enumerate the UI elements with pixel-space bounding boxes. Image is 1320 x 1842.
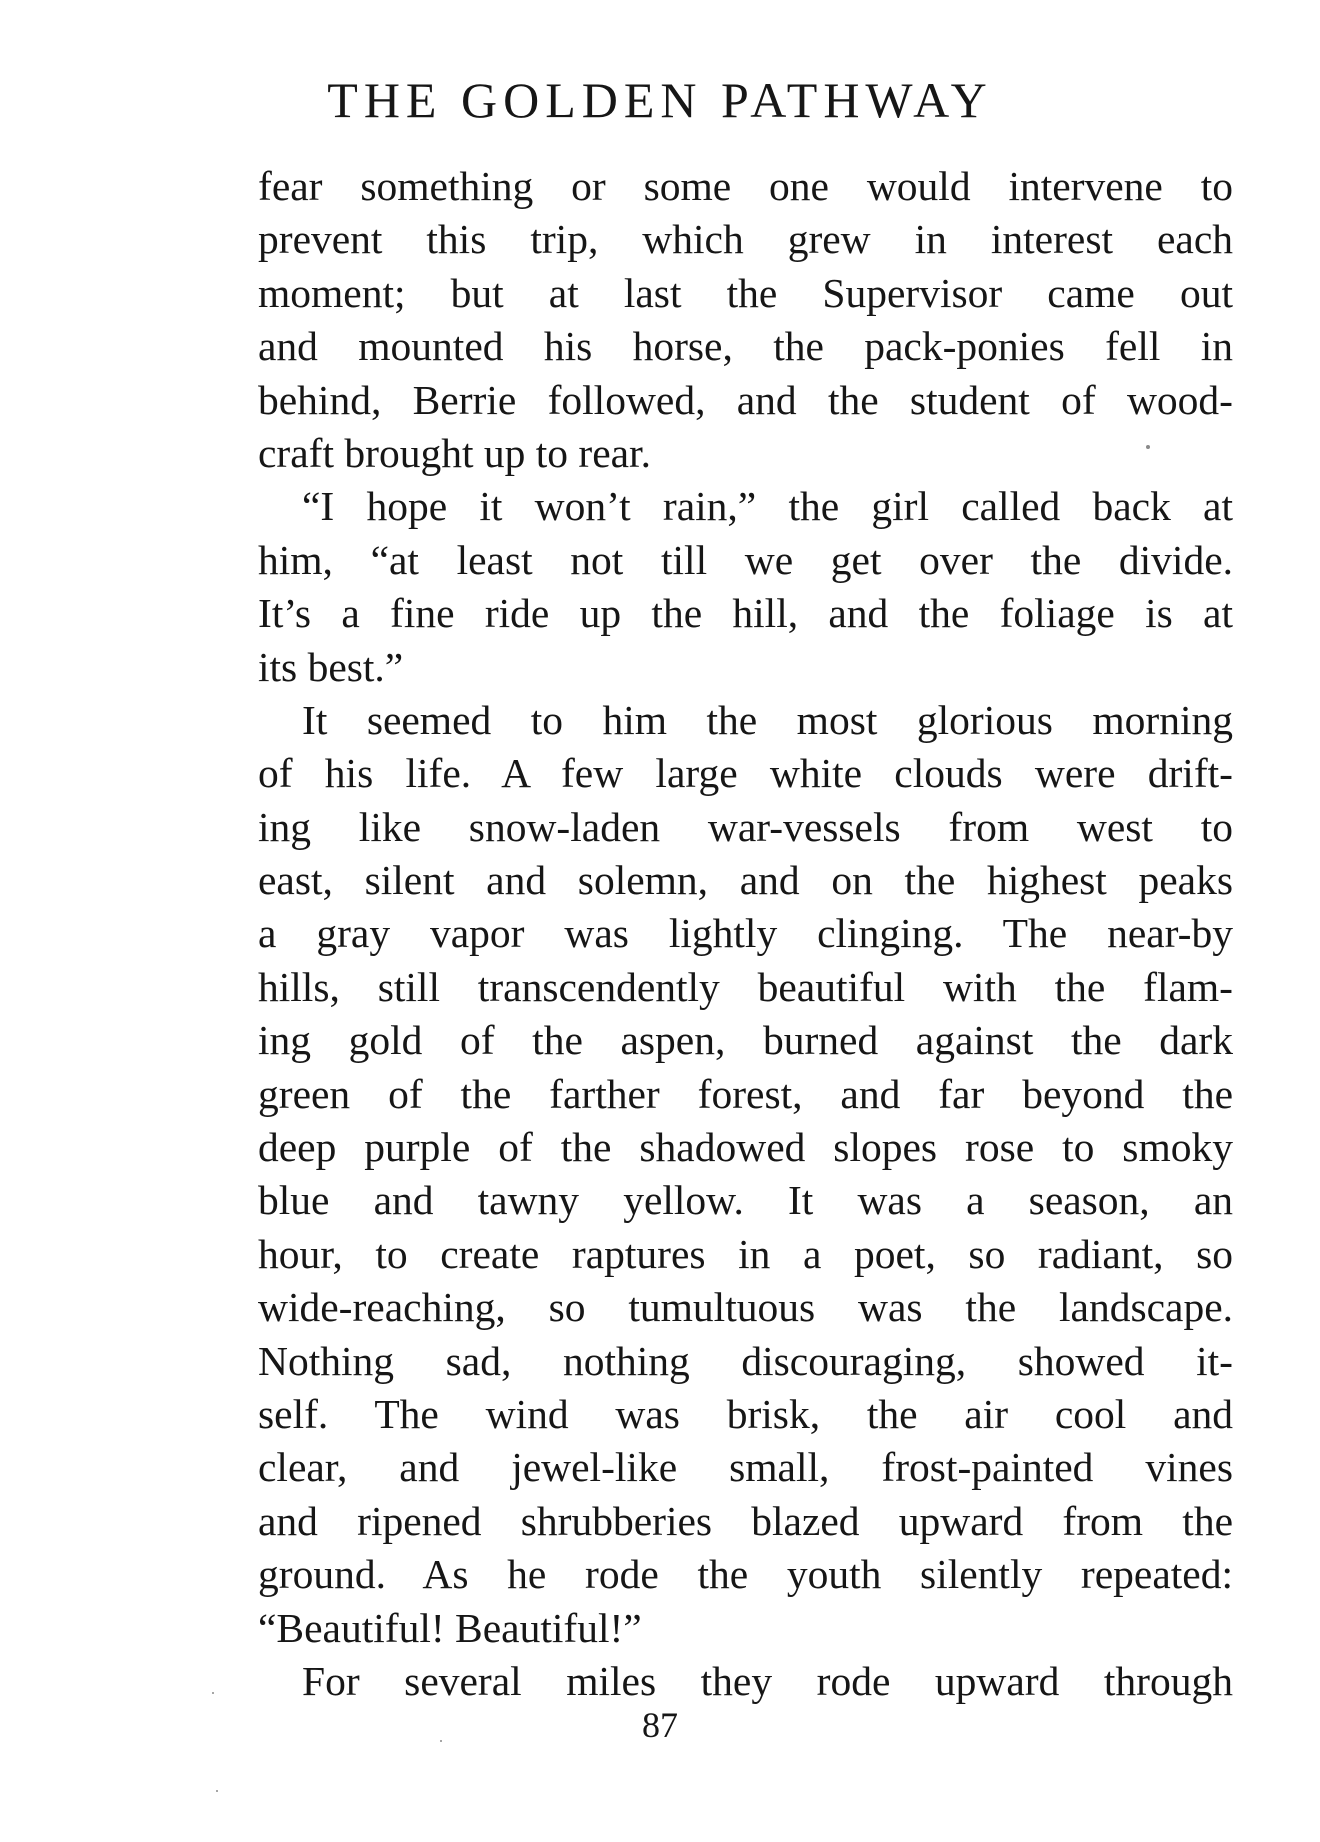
text-line: behind, Berrie followed, and the student of wood- (258, 376, 1233, 423)
text-line: Nothing sad, nothing discouraging, showed it- (258, 1337, 1233, 1384)
text-line: a gray vapor was lightly clinging. The near-by (258, 910, 1233, 957)
scan-speck (216, 1790, 218, 1792)
text-line: wide-reaching, so tumultuous was the landscape. (258, 1284, 1233, 1331)
text-line: hills, still transcendently beautiful with the flam- (258, 963, 1233, 1010)
text-line: self. The wind was brisk, the air cool and (258, 1390, 1233, 1437)
text-line: east, silent and solemn, and on the highest peaks (258, 857, 1233, 904)
text-line: of his life. A few large white clouds were drift- (258, 750, 1233, 797)
text-line: “Beautiful! Beautiful!” (258, 1604, 642, 1651)
text-line: fear something or some one would intervene to (258, 163, 1233, 209)
page-number: 87 (642, 1705, 678, 1745)
text-line: ing gold of the aspen, burned against the dark (258, 1017, 1233, 1064)
text-line: and mounted his horse, the pack-ponies fell in (258, 323, 1233, 370)
text-line: him, “at least not till we get over the divide. (258, 536, 1233, 583)
text-line: ing like snow-laden war-vessels from west to (258, 803, 1233, 850)
text-line: clear, and jewel-like small, frost-painted vines (258, 1444, 1233, 1491)
text-line: prevent this trip, which grew in interest each (258, 216, 1233, 263)
scan-speck (212, 1692, 214, 1694)
scan-speck (1146, 445, 1150, 449)
text-line: its best.” (258, 643, 404, 690)
text-line: ground. As he rode the youth silently repeated: (258, 1551, 1233, 1598)
text-line: and ripened shrubberies blazed upward from the (258, 1497, 1233, 1544)
text-line: For several miles they rode upward through (302, 1657, 1233, 1704)
text-line: green of the farther forest, and far beyond the (258, 1070, 1233, 1117)
scan-speck (440, 1740, 442, 1742)
running-head: THE GOLDEN PATHWAY (327, 72, 993, 128)
text-line: blue and tawny yellow. It was a season, an (258, 1177, 1233, 1224)
text-line: It’s a fine ride up the hill, and the foliage is at (258, 590, 1233, 637)
text-line: “I hope it won’t rain,” the girl called back at (302, 483, 1233, 530)
text-line: craft brought up to rear. (258, 429, 651, 476)
text-line: hour, to create raptures in a poet, so radiant, so (258, 1230, 1233, 1277)
text-line: moment; but at last the Supervisor came out (258, 269, 1233, 316)
text-line: It seemed to him the most glorious morning (302, 696, 1233, 743)
body-text (258, 160, 1233, 1708)
text-line: deep purple of the shadowed slopes rose to smoky (258, 1124, 1233, 1171)
